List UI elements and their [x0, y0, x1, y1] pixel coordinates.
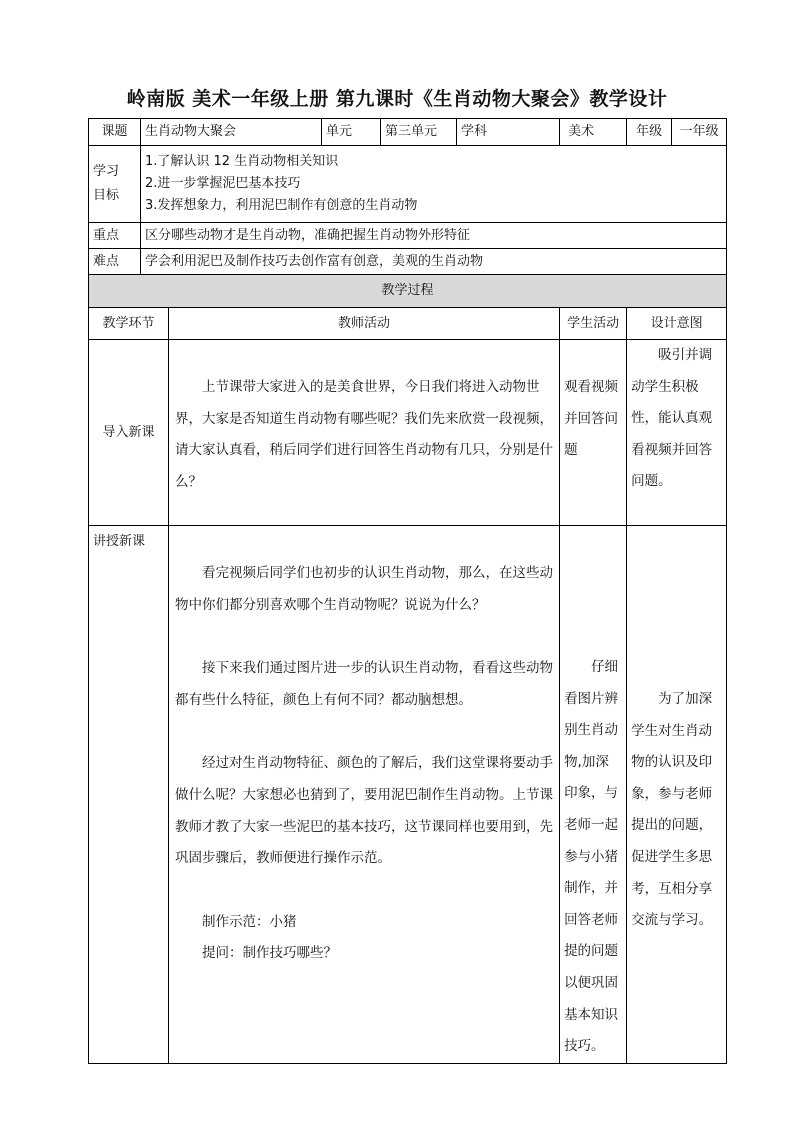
process-header: 教学过程 [89, 275, 727, 308]
col-header-teacher: 教师活动 [169, 308, 560, 340]
goals-list [141, 146, 727, 223]
col-header-stage: 教学环节 [89, 308, 169, 340]
unit-label: 单元 [322, 119, 381, 146]
stage-cell: 讲授新课 [89, 526, 169, 1064]
lesson-plan-table [88, 118, 727, 1064]
col-header-intent: 设计意图 [627, 308, 727, 340]
subject-label: 学科 [457, 119, 560, 146]
difficulty-label: 难点 [89, 249, 141, 275]
subject-value: 美术 [560, 119, 627, 146]
student-activity-cell: 观看视频并回答问题 [560, 340, 627, 526]
col-header-student: 学生活动 [560, 308, 627, 340]
design-intent-cell: 为了加深学生对生肖动物的认识及印象，参与老师提出的问题，促进学生多思考，互相分享交流与学习。 [627, 526, 727, 1064]
teacher-paragraph: 提问：制作技巧哪些？ [202, 945, 337, 962]
teacher-paragraph: 经过对生肖动物特征、颜色的了解后，我们这堂课将要动手做什么呢？大家想必也猜到了，要用泥巴制作生肖动物。上节课教师才教了大家一些泥巴的基本技巧，这节课同样也要用到，先巩固步骤后，教师便进行操作示范。 [175, 755, 553, 867]
goal-item: 2.进一步掌握泥巴基本技巧 [145, 176, 301, 191]
unit-value: 第三单元 [381, 119, 457, 146]
stage-cell: 导入新课 [89, 340, 169, 526]
teacher-paragraph: 接下来我们通过图片进一步的认识生肖动物，看看这些动物都有些什么特征，颜色上有何不同？都动脑想想。 [175, 660, 553, 708]
teacher-paragraph: 看完视频后同学们也初步的认识生肖动物，那么，在这些动物中你们都分别喜欢哪个生肖动物呢？说说为什么？ [175, 565, 553, 613]
teacher-paragraph: 上节课带大家进入的是美食世界，今日我们将进入动物世界，大家是否知道生肖动物有哪些呢？我们先来欣赏一段视频，请大家认真看，稍后同学们进行回答生肖动物有几只，分别是什么？ [175, 379, 553, 490]
teacher-activity-cell [169, 340, 560, 526]
grade-label: 年级 [627, 119, 672, 146]
design-intent-cell: 吸引并调动学生积极性，能认真观看视频并回答问题。 [627, 340, 727, 526]
topic-value: 生肖动物大聚会 [141, 119, 322, 146]
grade-value: 一年级 [672, 119, 727, 146]
difficulty-text: 学会利用泥巴及制作技巧去创作富有创意，美观的生肖动物 [141, 249, 727, 275]
goal-item: 3.发挥想象力，利用泥巴制作有创意的生肖动物 [145, 198, 418, 213]
key-point-text: 区分哪些动物才是生肖动物，准确把握生肖动物外形特征 [141, 223, 727, 249]
teacher-activity-cell [169, 526, 560, 1064]
key-point-label: 重点 [89, 223, 141, 249]
goals-label: 学习 目标 [89, 146, 141, 223]
teacher-paragraph: 制作示范：小猪 [202, 913, 297, 930]
goal-item: 1.了解认识 12 生肖动物相关知识 [145, 154, 339, 169]
topic-label: 课题 [89, 119, 141, 146]
student-activity-cell: 仔细看图片辨别生肖动物,加深印象，与老师一起参与小猪制作，并回答老师提的问题以便巩固基本知识技巧。 [560, 526, 627, 1064]
page-title: 岭南版 美术一年级上册 第九课时《生肖动物大聚会》教学设计 [126, 88, 668, 110]
